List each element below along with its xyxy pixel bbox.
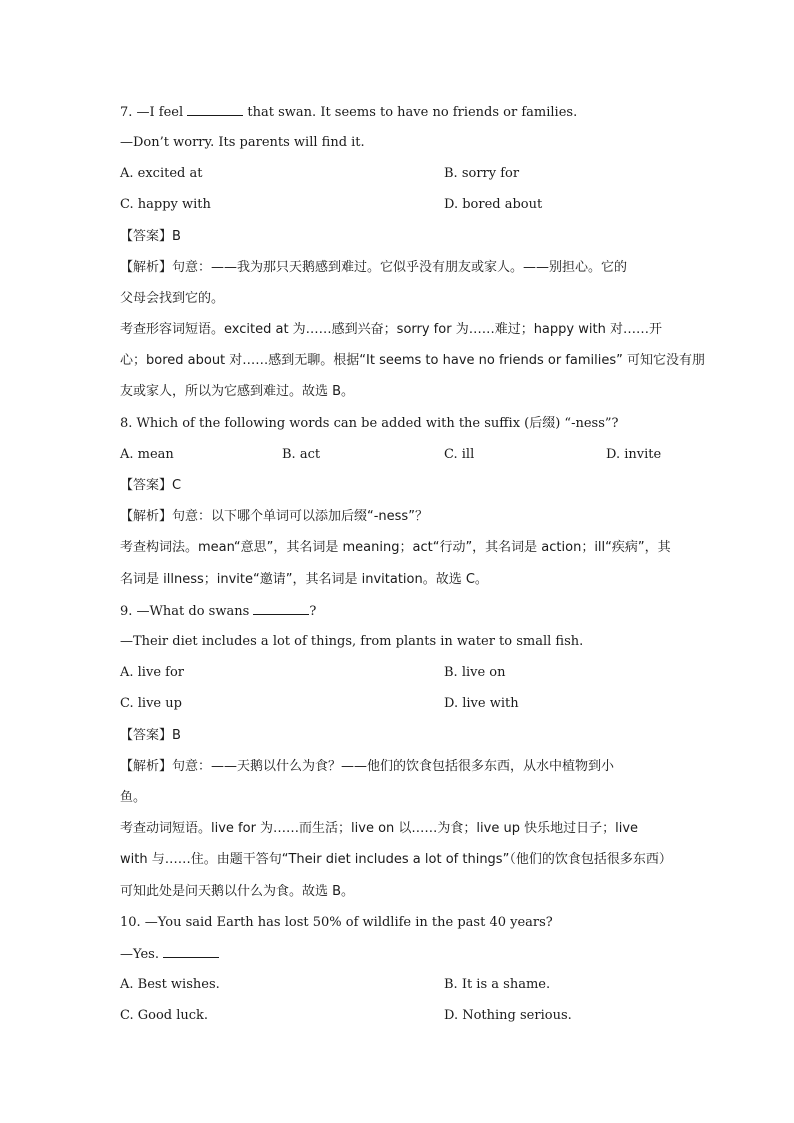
q9-reply: —Their diet includes a lot of things, from plants in water to small fish. <box>120 634 584 649</box>
q10-option-b: B. It is a shame. <box>444 977 551 992</box>
q7-reply: —Don’t worry. Its parents will find it. <box>120 135 365 150</box>
q7-stem <box>120 103 680 122</box>
q9-blank <box>253 602 309 615</box>
q7-explanation-line-2: 心；bored about 对……感到无聊。根据“It seems to have no friends or families” 可知它没有朋 <box>120 353 706 368</box>
q8-answer: 【答案】C <box>120 478 182 493</box>
q7-explanation-line-3: 友或家人，所以为它感到难过。故选 B。 <box>120 384 355 399</box>
q10-reply-start: —Yes. <box>120 947 164 962</box>
q7-explanation-line-1: 考查形容词短语。excited at 为……感到兴奋；sorry for 为……难过；happy with 对……开 <box>120 322 662 337</box>
q7-stem-end: that swan. It seems to have no friends or families. <box>243 105 578 120</box>
q8-stem: 8. Which of the following words can be added with the suffix (后缀) “-ness”? <box>120 416 619 431</box>
q7-analysis-line-1: 【解析】句意：——我为那只天鹅感到难过。它似乎没有朋友或家人。——别担心。它的 <box>120 260 628 275</box>
q8-analysis: 【解析】句意：以下哪个单词可以添加后缀“-ness”？ <box>120 509 428 524</box>
q9-stem <box>120 602 680 621</box>
q10-stem: 10. —You said Earth has lost 50% of wildlife in the past 40 years? <box>120 915 553 930</box>
q8-explanation-line-2: 名词是 illness；invite“邀请”，其名词是 invitation。故选 C。 <box>120 572 488 587</box>
q10-option-c: C. Good luck. <box>120 1008 209 1023</box>
q9-option-d: D. live with <box>444 696 519 711</box>
q8-option-d: D. invite <box>606 447 662 462</box>
q9-option-a: A. live for <box>120 665 184 680</box>
q8-option-c: C. ill <box>444 447 475 462</box>
q7-option-b: B. sorry for <box>444 166 520 181</box>
q9-explanation-line-1: 考查动词短语。live for 为……而生活；live on 以……为食；live up 快乐地过日子；live <box>120 821 639 836</box>
q7-blank <box>187 103 243 116</box>
q10-option-a: A. Best wishes. <box>120 977 220 992</box>
q7-analysis-line-2: 父母会找到它的。 <box>120 291 225 306</box>
q10-blank <box>163 945 219 958</box>
q10-reply <box>120 945 680 964</box>
q7-option-d: D. bored about <box>444 197 543 212</box>
q7-option-a: A. excited at <box>120 166 203 181</box>
q7-answer: 【答案】B <box>120 229 181 244</box>
q8-explanation-line-1: 考查构词法。mean“意思”，其名词是 meaning；act“行动”，其名词是 action；ill“疾病”，其 <box>120 540 671 555</box>
q10-option-d: D. Nothing serious. <box>444 1008 572 1023</box>
q9-answer: 【答案】B <box>120 728 181 743</box>
q7-stem-start: 7. —I feel <box>120 105 188 120</box>
q9-option-c: C. live up <box>120 696 182 711</box>
q9-analysis-line-2: 鱼。 <box>120 790 147 805</box>
q8-option-a: A. mean <box>120 447 174 462</box>
q8-option-b: B. act <box>282 447 321 462</box>
q9-explanation-line-2: with 与……住。由题干答句“Their diet includes a lot of things”（他们的饮食包括很多东西） <box>120 852 672 867</box>
q9-stem-start: 9. —What do swans <box>120 604 254 619</box>
q9-explanation-line-3: 可知此处是问天鹅以什么为食。故选 B。 <box>120 884 355 899</box>
q7-option-c: C. happy with <box>120 197 211 212</box>
q9-stem-end: ? <box>309 604 317 619</box>
q9-option-b: B. live on <box>444 665 506 680</box>
q9-analysis-line-1: 【解析】句意：——天鹅以什么为食？——他们的饮食包括很多东西，从水中植物到小 <box>120 759 615 774</box>
